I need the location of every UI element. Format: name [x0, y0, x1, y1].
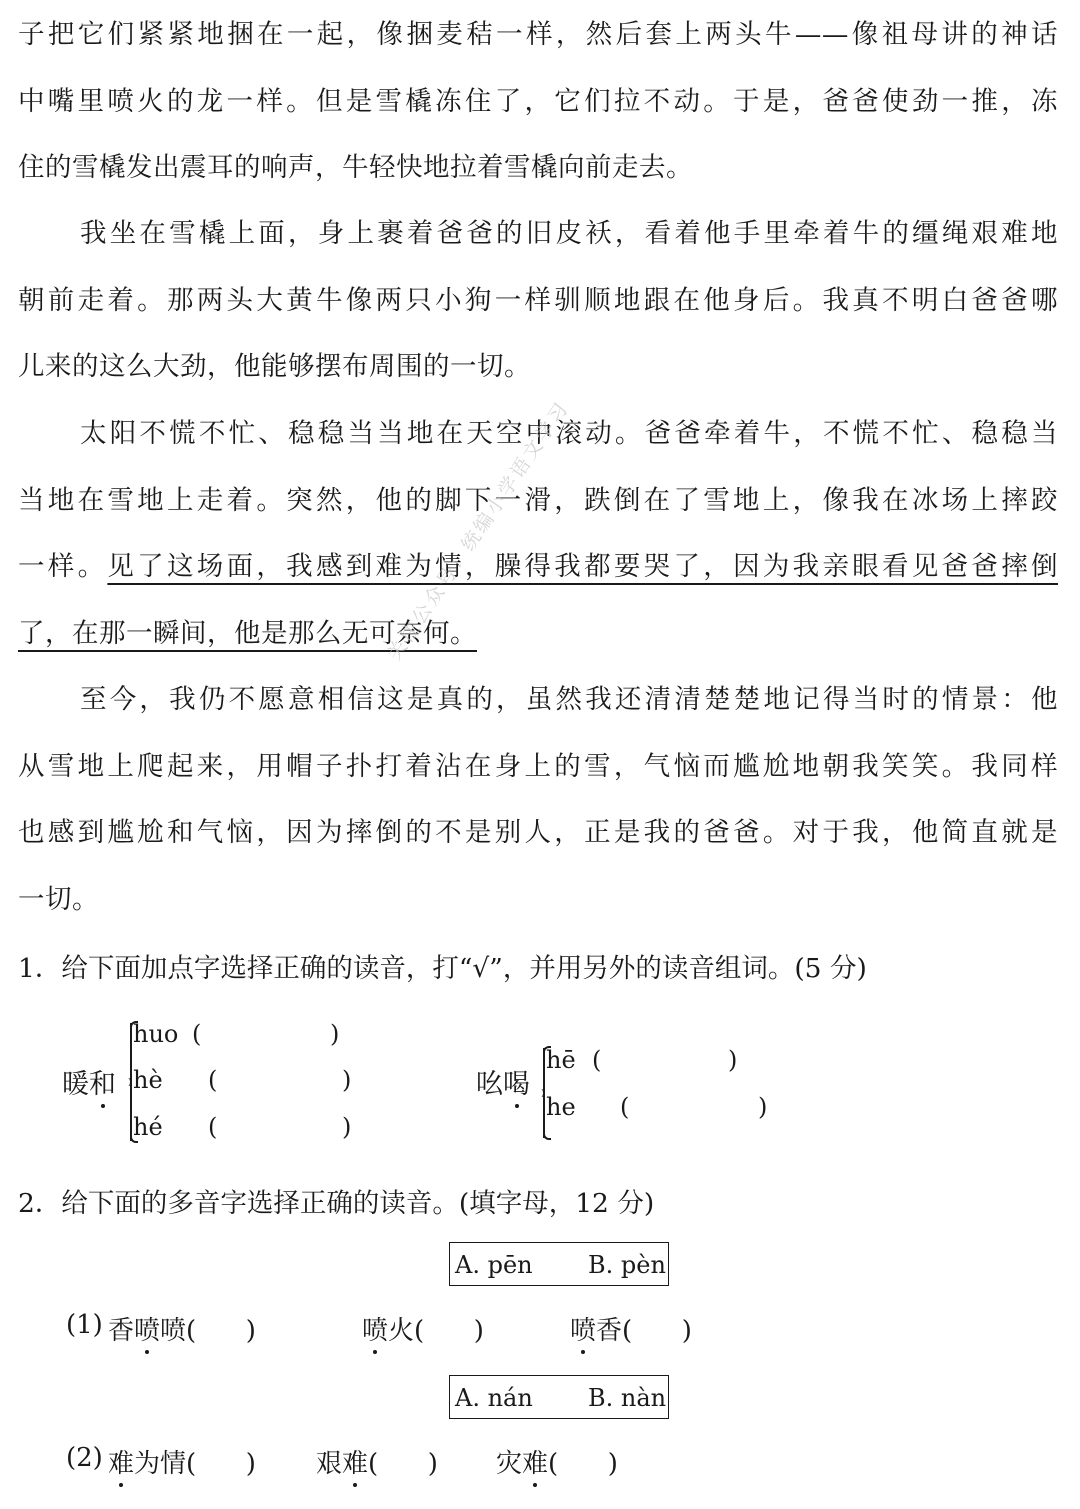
underlined-sentence: 见了这场面，我感到难为情，臊得我都要哭了，因为我亲眼看见爸爸摔倒 — [107, 551, 1059, 582]
dotted-char: 难 — [522, 1449, 549, 1479]
answer-paren-close: ) — [342, 1113, 352, 1141]
passage-line: 从雪地上爬起来，用帽子扑打着沾在身上的雪，气恼而尴尬地朝我笑笑。我同样 — [18, 750, 1058, 782]
passage-paragraph-1 — [18, 2, 1058, 202]
q2-item — [316, 1443, 438, 1480]
question-1-title: 1．给下面加点字选择正确的读音，打“√”，并用另外的读音组词。(5 分) — [18, 953, 867, 984]
char: 香 — [108, 1316, 135, 1346]
choice-b: B. nàn — [588, 1384, 667, 1412]
pinyin-option: hé — [133, 1113, 163, 1141]
dotted-char: 喷 — [570, 1316, 597, 1346]
dotted-char: 喝 — [503, 1069, 530, 1100]
passage-line: 至今，我仍不愿意相信这是真的，虽然我还清清楚楚地记得当时的情景：他 — [80, 684, 1058, 715]
dotted-char: 喷 — [362, 1316, 389, 1346]
passage-line: 太阳不慌不忙、稳稳当当地在天空中滚动。爸爸牵着牛，不慌不忙、稳稳当 — [80, 418, 1058, 449]
q2-item — [362, 1310, 484, 1347]
pinyin-choice-box — [449, 1375, 669, 1419]
choice-a: A. nán — [455, 1384, 533, 1412]
char: 吆 — [476, 1069, 503, 1100]
answer-paren-open: ( — [620, 1093, 630, 1121]
passage-line: 我坐在雪橇上面，身上裹着爸爸的旧皮袄，看着他手里牵着牛的缰绳艰难地 — [80, 218, 1058, 249]
passage-paragraph-4 — [18, 667, 1058, 933]
watermark-text: 关注公众号：统编小学语文学习 — [383, 396, 574, 665]
q2-item — [108, 1443, 256, 1480]
dotted-char: 喷 — [134, 1316, 161, 1346]
q1-word-1 — [62, 1062, 116, 1101]
passage-text: 一样。 — [18, 551, 108, 582]
answer-paren-close: ) — [758, 1093, 768, 1121]
left-brace-icon — [543, 1048, 545, 1138]
passage-line: 住的雪橇发出震耳的响声，牛轻快地拉着雪橇向前走去。 — [18, 152, 693, 183]
q2-item — [108, 1310, 256, 1347]
answer-paren-close: ) — [342, 1066, 352, 1094]
passage-paragraph-2 — [18, 201, 1058, 401]
answer-blank[interactable]: ( ) — [368, 1449, 438, 1479]
q2-item — [496, 1443, 618, 1480]
answer-paren-close: ) — [728, 1046, 738, 1074]
pinyin-option: huo — [133, 1020, 179, 1048]
question-2-title: 2．给下面的多音字选择正确的读音。(填字母，12 分) — [18, 1188, 655, 1219]
char: 灾 — [496, 1449, 523, 1479]
passage-line: 子把它们紧紧地捆在一起，像捆麦秸一样，然后套上两头牛——像祖母讲的神话 — [18, 19, 1058, 50]
underlined-sentence: 了，在那一瞬间，他是那么无可奈何。 — [18, 617, 477, 649]
q2-item-number: (2) — [66, 1443, 103, 1473]
q2-item-number: (1) — [66, 1310, 103, 1340]
char: 艰 — [316, 1449, 343, 1479]
pinyin-option: he — [546, 1093, 576, 1121]
q1-word-2 — [476, 1062, 530, 1101]
answer-paren-open: ( — [208, 1113, 218, 1141]
passage-line: 朝前走着。那两头大黄牛像两只小狗一样驯顺地跟在他身后。我真不明白爸爸哪 — [18, 284, 1058, 316]
answer-blank[interactable]: ( ) — [186, 1316, 256, 1346]
dotted-char: 和 — [89, 1069, 116, 1100]
answer-paren-close: ) — [330, 1020, 340, 1048]
pinyin-choice-box — [449, 1242, 669, 1286]
q2-item — [570, 1310, 692, 1347]
answer-blank[interactable]: ( ) — [414, 1316, 484, 1346]
answer-blank[interactable]: ( ) — [186, 1449, 256, 1479]
dotted-char: 难 — [342, 1449, 369, 1479]
passage-line: 中嘴里喷火的龙一样。但是雪橇冻住了，它们拉不动。于是，爸爸使劲一推，冻 — [18, 85, 1058, 117]
pinyin-option: hè — [133, 1066, 163, 1094]
char: 为情 — [134, 1449, 187, 1479]
passage-line — [18, 601, 1058, 668]
char: 喷 — [160, 1316, 187, 1346]
choice-a: A. pēn — [455, 1251, 533, 1279]
pinyin-option: hē — [546, 1046, 576, 1074]
char: 香 — [596, 1316, 623, 1346]
char: 暖 — [62, 1069, 89, 1100]
left-brace-icon — [130, 1023, 132, 1141]
answer-blank[interactable]: ( ) — [622, 1316, 692, 1346]
passage-line: 儿来的这么大劲，他能够摆布周围的一切。 — [18, 351, 531, 382]
choice-b: B. pèn — [588, 1251, 666, 1279]
answer-paren-open: ( — [192, 1020, 202, 1048]
passage-line: 也感到尴尬和气恼，因为摔倒的不是别人，正是我的爸爸。对于我，他简直就是 — [18, 817, 1058, 848]
char: 火 — [388, 1316, 415, 1346]
answer-paren-open: ( — [592, 1046, 602, 1074]
passage-line: 当地在雪地上走着。突然，他的脚下一滑，跌倒在了雪地上，像我在冰场上摔跤 — [18, 484, 1058, 516]
answer-blank[interactable]: ( ) — [548, 1449, 618, 1479]
dotted-char: 难 — [108, 1449, 135, 1479]
passage-line — [18, 534, 1058, 601]
answer-paren-open: ( — [208, 1066, 218, 1094]
passage-line: 一切。 — [18, 883, 99, 915]
